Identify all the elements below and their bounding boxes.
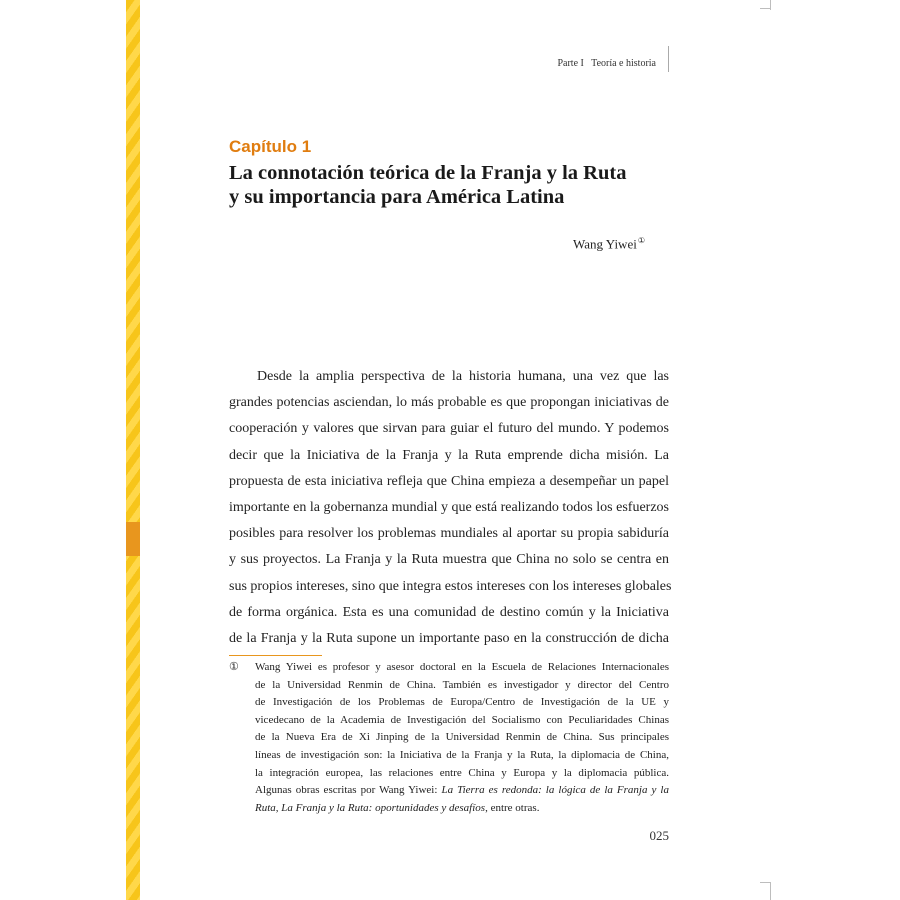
page-number: 025 <box>649 828 669 843</box>
body-line: decir que la Iniciativa de la Franja y la Ruta emprende dicha misión. La <box>229 447 669 463</box>
footnote-line: líneas de investigación son: la Iniciativa de la Franja y la Ruta, la diplomacia de China, <box>255 748 669 761</box>
author-byline <box>540 236 645 252</box>
body-line: de forma orgánica. Esta es una comunidad de destino común y la Iniciativa <box>229 604 669 620</box>
footnote-line: Wang Yiwei es profesor y asesor doctoral en la Escuela de Relaciones Internacionales <box>255 661 669 673</box>
body-line: sus propios intereses, sino que integra estos intereses con los intereses globales <box>229 578 672 594</box>
body-line: posibles para resolver los problemas mundiales al aportar su propia sabiduría <box>229 526 669 542</box>
body-line: cooperación y valores que sirvan para guiar el futuro del mundo. Y podemos <box>229 421 669 437</box>
decorative-stripe <box>126 0 140 900</box>
header-rule <box>668 46 669 72</box>
body-line: Desde la amplia perspectiva de la historia humana, una vez que las <box>257 369 669 384</box>
crop-mark <box>760 8 770 9</box>
footnote-line: de Investigación de los Problemas de Europa/Centro de Investigación de la UE y <box>255 696 669 709</box>
crop-mark <box>770 0 771 10</box>
footnote-separator <box>229 655 322 656</box>
body-line: y sus proyectos. La Franja y la Ruta muestra que China no solo se centra en <box>229 552 669 568</box>
footnote-line: vicedecano de la Academia de Investigación del Socialismo con Peculiaridades Chinas <box>255 713 669 726</box>
body-line: de la Franja y la Ruta supone un importante paso en la construcción de dicha <box>229 631 669 647</box>
footnote-line <box>255 800 669 818</box>
body-line: propuesta de esta iniciativa refleja que China empieza a desempeñar un papel <box>229 473 669 489</box>
book-title: La Tierra es redonda: la lógica de la Franja y la <box>441 784 669 797</box>
chapter-title-line: y su importancia para América Latina <box>229 186 565 208</box>
body-line: importante en la gobernanza mundial y que está realizando todos los esfuerzos <box>229 500 669 516</box>
footnote-body <box>255 659 669 817</box>
footnote-reference[interactable]: ① <box>637 236 645 245</box>
section-tab-marker <box>126 522 140 556</box>
crop-mark <box>770 882 771 900</box>
footnote-mark: ① <box>229 661 239 673</box>
body-line: grandes potencias asciendan, lo más probable es que propongan iniciativas de <box>229 395 669 411</box>
body-paragraph <box>229 364 672 652</box>
running-header: Parte I Teoría e historia <box>557 58 656 69</box>
footnote-line <box>255 782 669 800</box>
footnote-line: de la Nueva Era de Xi Jinping de la Universidad Renmin de China. Sus principales <box>255 731 669 744</box>
author-name: Wang Yiwei <box>573 236 637 252</box>
footnote-line: la integración europea, las relaciones entre China y Europa y la diplomacia pública. <box>255 766 669 779</box>
crop-mark <box>760 882 770 883</box>
chapter-title-line: La connotación teórica de la Franja y la Ruta <box>229 162 627 184</box>
chapter-title <box>229 161 669 209</box>
footnote <box>229 659 669 817</box>
book-title: Ruta, La Franja y la Ruta: oportunidades y desafíos <box>255 801 486 814</box>
footnote-text: Algunas obras escritas por Wang Yiwei: <box>255 784 442 797</box>
footnote-text: , entre otras. <box>485 801 540 814</box>
chapter-label: Capítulo 1 <box>229 137 312 156</box>
footnote-line: de la Universidad Renmin de China. También es investigador y director del Centro <box>255 678 669 691</box>
